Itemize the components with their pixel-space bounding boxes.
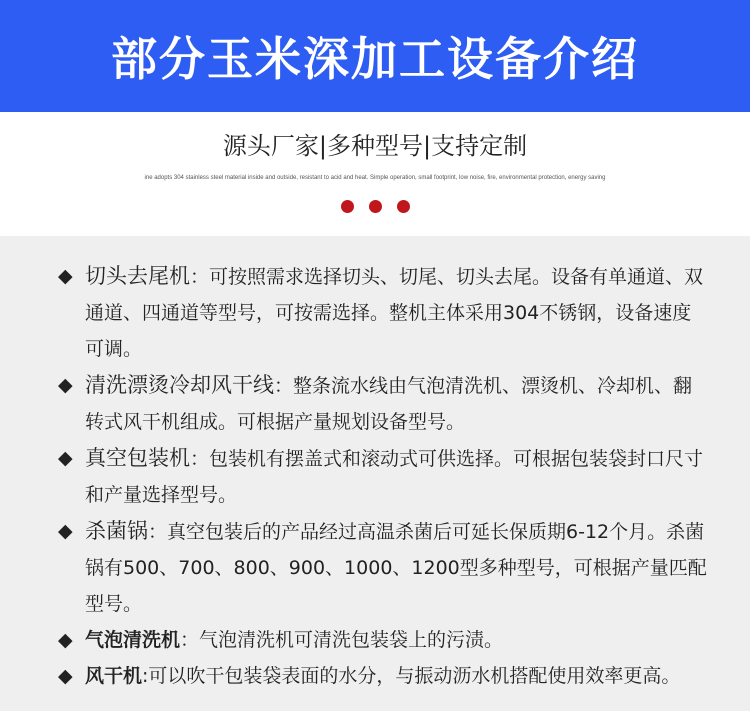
- subheader: [0, 112, 750, 236]
- english-description: ine adopts 304 stainless steel material inside and outside, resistant to acid and heat. Simple operation, small footprint, low noise, fire, environmental protection, energy saving: [144, 175, 606, 181]
- item-title: 杀菌锅: [85, 519, 148, 543]
- list-item: [58, 622, 708, 658]
- dot-icon: [397, 200, 410, 213]
- item-title: 真空包装机: [85, 446, 190, 470]
- list-item: [58, 367, 708, 440]
- list-item: [58, 658, 708, 694]
- diamond-bullet-icon: ◆: [58, 374, 73, 396]
- list-item: [58, 258, 708, 367]
- list-item: [58, 440, 708, 513]
- item-title: 风干机: [85, 665, 143, 687]
- item-text: ：可按照需求选择切头、切尾、切头去尾。设备有单通道、双通道、四通道等型号，可按需选择。整机主体采用304不锈钢，设备速度可调。: [85, 266, 704, 360]
- item-text: ：整条流水线由气泡清洗机、漂烫机、冷却机、翻转式风干机组成。可根据产量规划设备型号。: [85, 375, 693, 433]
- decorative-dots: [0, 200, 750, 213]
- item-text: ：气泡清洗机可清洗包装袋上的污渍。: [180, 629, 504, 651]
- item-text: ：真空包装后的产品经过高温杀菌后可延长保质期6-12个月。杀菌锅有500、700、800、900、1000、1200型多种型号，可根据产量匹配型号。: [85, 521, 707, 615]
- diamond-bullet-icon: ◆: [58, 665, 73, 687]
- tagline: 源头厂家|多种型号|支持定制: [222, 132, 528, 160]
- list-item: [58, 513, 708, 622]
- dot-icon: [369, 200, 382, 213]
- diamond-bullet-icon: ◆: [58, 447, 73, 469]
- header-banner: [0, 0, 750, 112]
- diamond-bullet-icon: ◆: [58, 629, 73, 651]
- dot-icon: [341, 200, 354, 213]
- item-text: :可以吹干包装袋表面的水分，与振动沥水机搭配使用效率更高。: [142, 665, 681, 687]
- item-text: ：包装机有摆盖式和滚动式可供选择。可根据包装袋封口尺寸和产量选择型号。: [85, 448, 704, 506]
- item-title: 清洗漂烫冷却风干线: [85, 373, 274, 397]
- diamond-bullet-icon: ◆: [58, 265, 73, 287]
- page-title: 部分玉米深加工设备介绍: [111, 32, 639, 86]
- diamond-bullet-icon: ◆: [58, 520, 73, 542]
- item-title: 气泡清洗机: [85, 629, 181, 651]
- equipment-list: [0, 236, 750, 694]
- item-title: 切头去尾机: [85, 264, 190, 288]
